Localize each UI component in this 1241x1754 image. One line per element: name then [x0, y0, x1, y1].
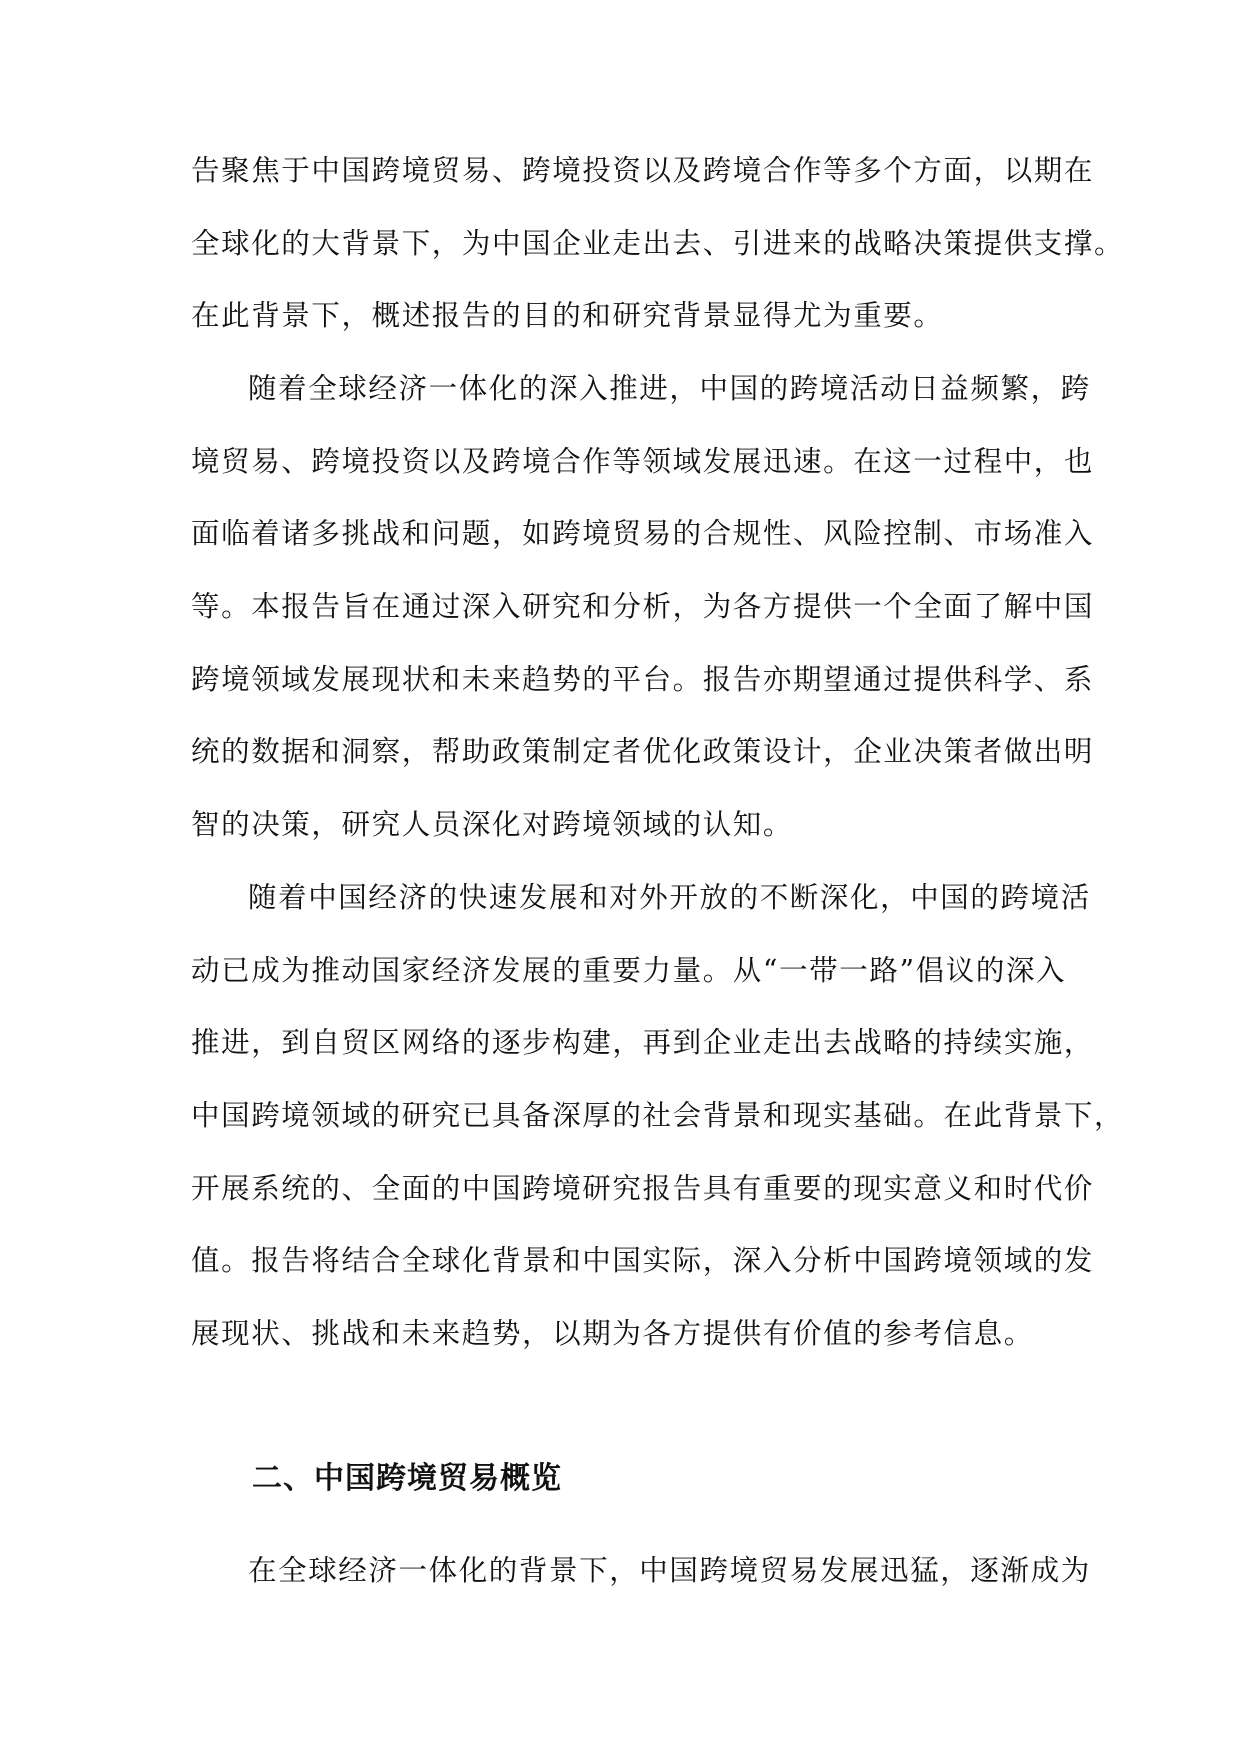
section-heading: 二、中国跨境贸易概览 [252, 1461, 562, 1496]
paragraph-line: 智的决策，研究人员深化对跨境领域的认知。 [191, 808, 794, 842]
paragraph-line: 随着中国经济的快速发展和对外开放的不断深化，中国的跨境活 [248, 881, 1091, 914]
paragraph-line: 值。报告将结合全球化背景和中国实际，深入分析中国跨境领域的发 [191, 1244, 1095, 1278]
paragraph-line: 在全球经济一体化的背景下，中国跨境贸易发展迅猛，逐渐成为 [248, 1554, 1091, 1587]
paragraph-line: 面临着诸多挑战和问题，如跨境贸易的合规性、风险控制、市场准入 [191, 517, 1095, 551]
paragraph-3 [191, 862, 1125, 1371]
paragraph-line: 中国跨境领域的研究已具备深厚的社会背景和现实基础。在此背景下， [191, 1099, 1125, 1133]
paragraph-line: 境贸易、跨境投资以及跨境合作等领域发展迅速。在这一过程中，也 [191, 444, 1095, 478]
paragraph-line: 推进，到自贸区网络的逐步构建，再到企业走出去战略的持续实施， [191, 1026, 1095, 1060]
paragraph-line: 在此背景下，概述报告的目的和研究背景显得尤为重要。 [191, 299, 944, 333]
paragraph-line: 随着全球经济一体化的深入推进，中国的跨境活动日益频繁，跨 [248, 372, 1091, 405]
paragraph-1 [191, 135, 1125, 353]
paragraph-line: 动已成为推动国家经济发展的重要力量。从“一带一路”倡议的深入 [191, 953, 1067, 987]
paragraph-line: 告聚焦于中国跨境贸易、跨境投资以及跨境合作等多个方面，以期在 [191, 154, 1095, 187]
paragraph-line: 展现状、挑战和未来趋势，以期为各方提供有价值的参考信息。 [191, 1317, 1034, 1351]
paragraph-line: 跨境领域发展现状和未来趋势的平台。报告亦期望通过提供科学、系 [191, 662, 1095, 696]
paragraph-2 [191, 353, 1095, 862]
paragraph-line: 统的数据和洞察，帮助政策制定者优化政策设计，企业决策者做出明 [191, 735, 1095, 769]
paragraph-4 [191, 1535, 1091, 1608]
paragraph-line: 开展系统的、全面的中国跨境研究报告具有重要的现实意义和时代价 [191, 1171, 1095, 1205]
paragraph-line: 等。本报告旨在通过深入研究和分析，为各方提供一个全面了解中国 [191, 590, 1095, 624]
paragraph-line: 全球化的大背景下，为中国企业走出去、引进来的战略决策提供支撑。 [191, 226, 1125, 260]
